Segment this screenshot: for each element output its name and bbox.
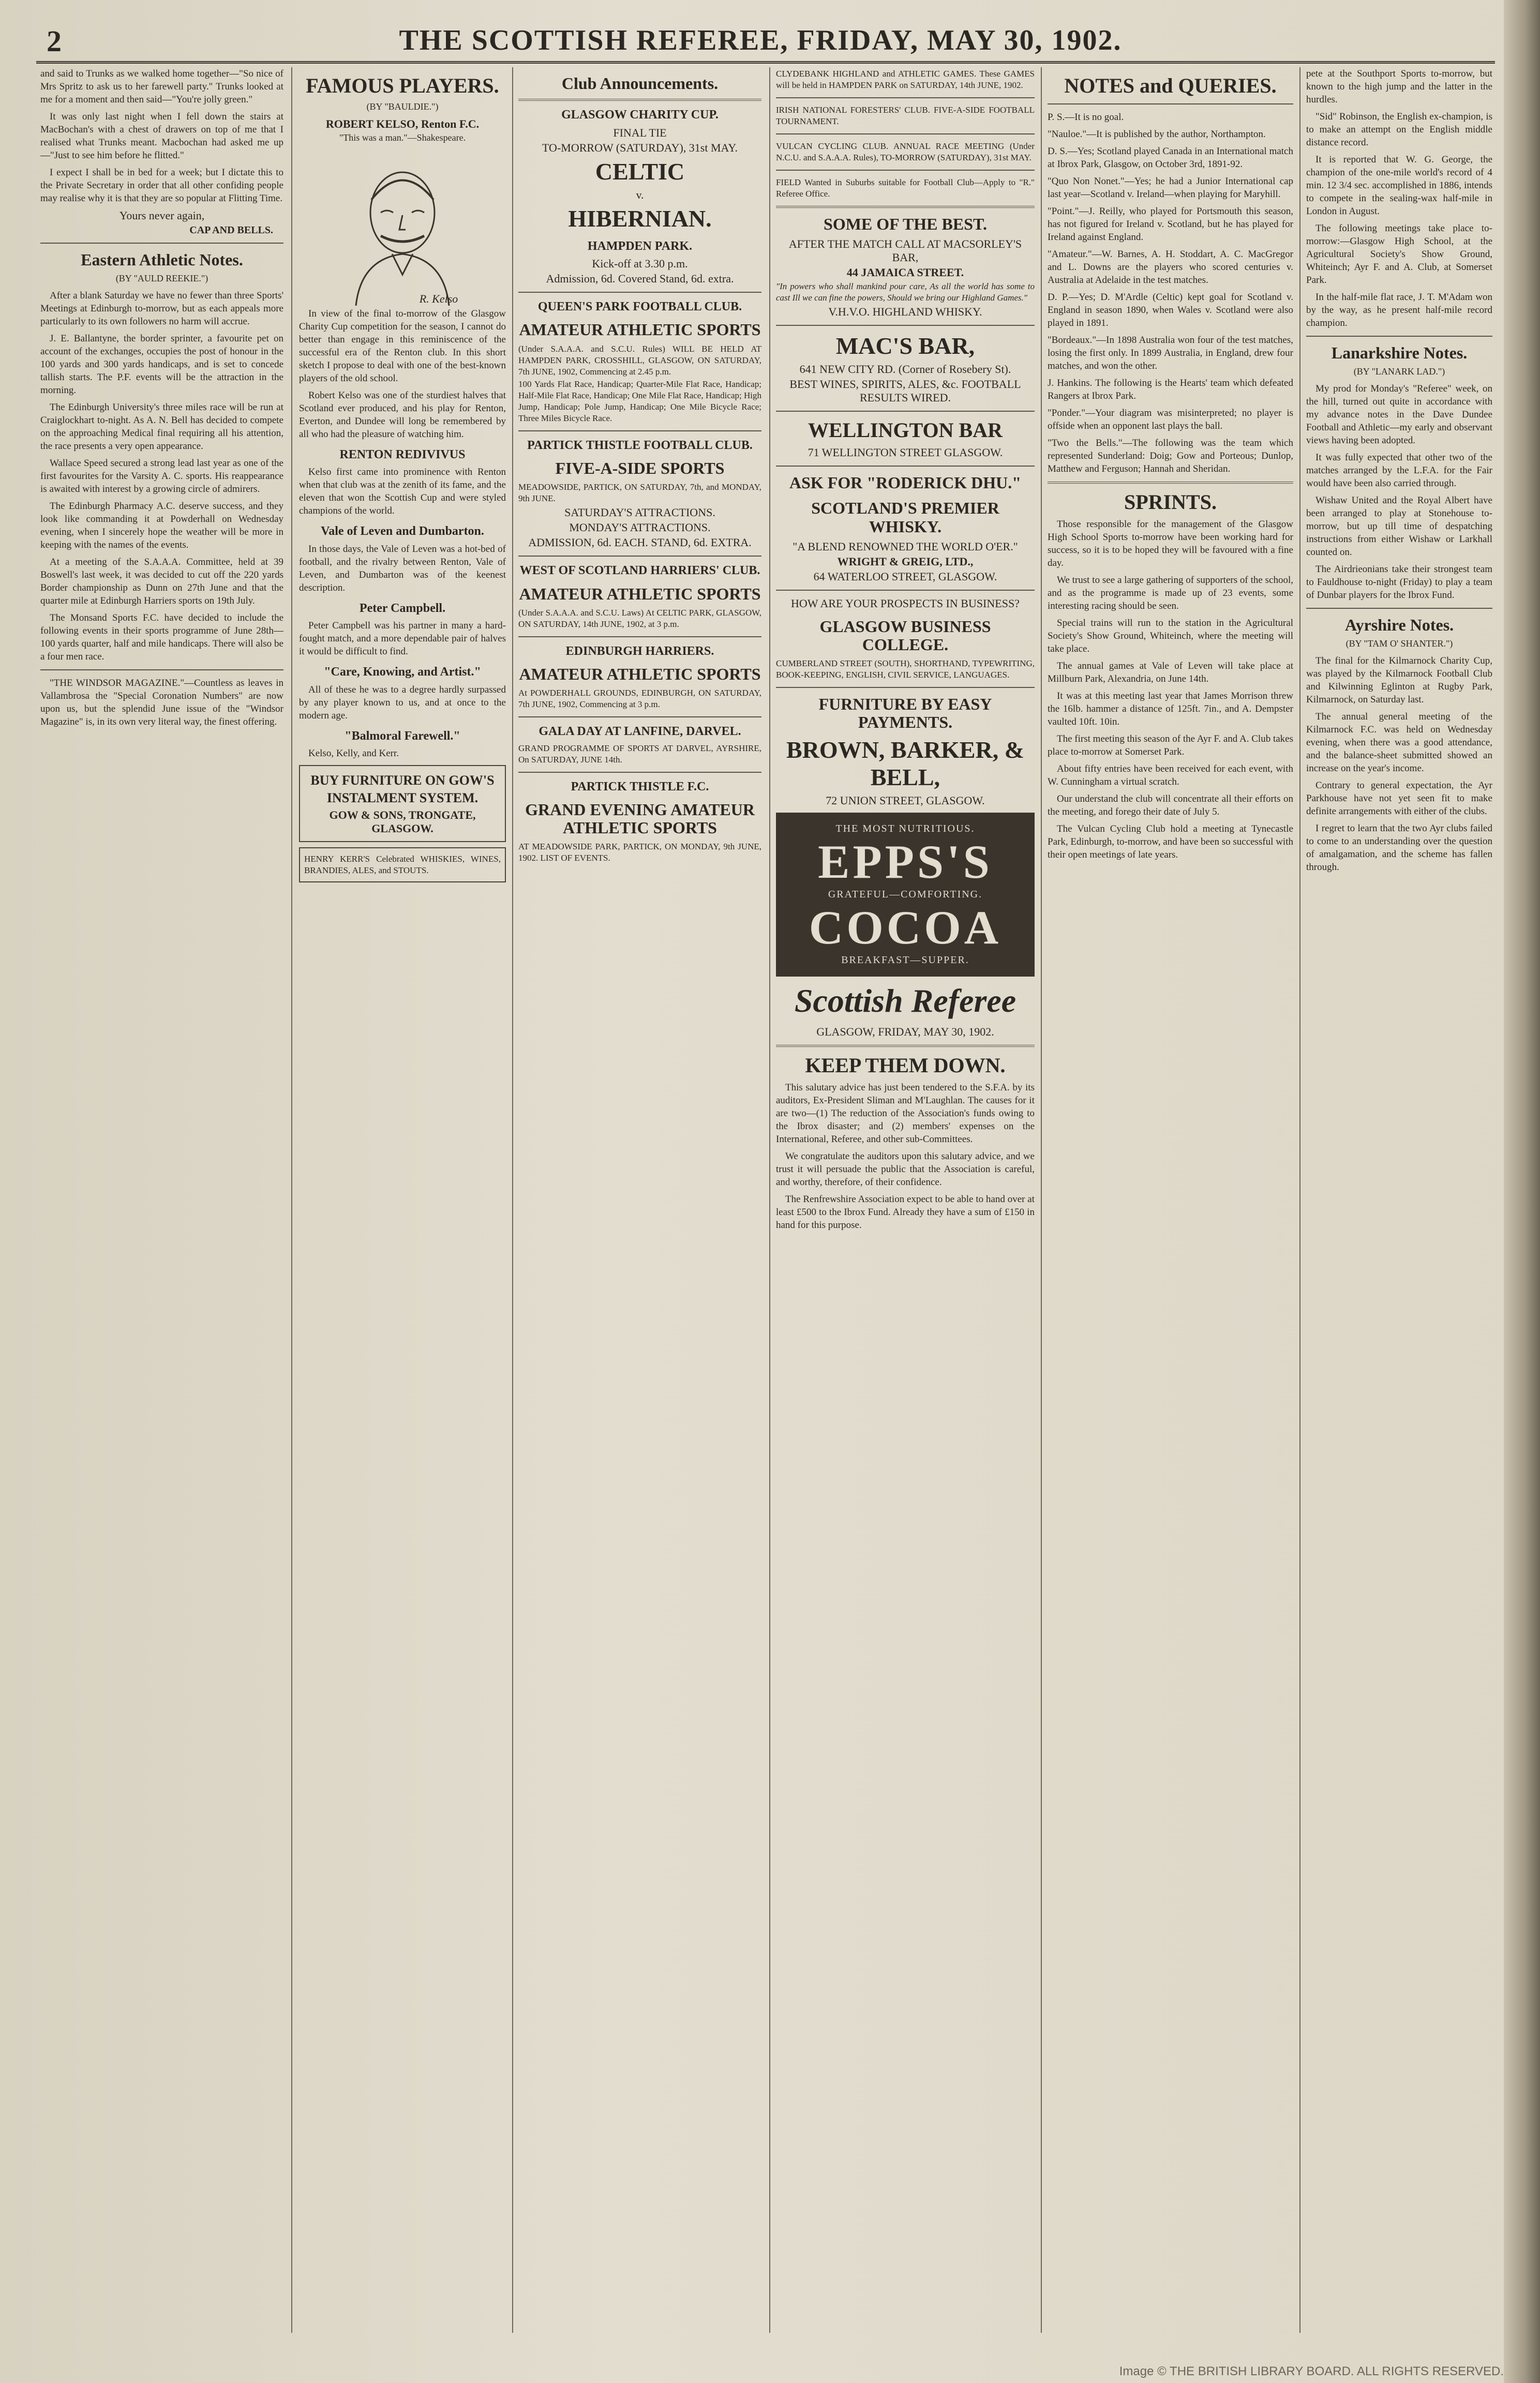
- notice-text: IRISH NATIONAL FORESTERS' CLUB. FIVE-A-SIDE FOOTBALL TOURNAMENT.: [776, 105, 1035, 126]
- article-text: Special trains will run to the station in the Agricultural Society's Show Ground, Whiteinch, where the meeting will take place.: [1048, 618, 1293, 654]
- section-heading: Club Announcements.: [561, 74, 719, 93]
- advert-text: BUY FURNITURE ON GOW'S INSTALMENT SYSTEM.: [310, 772, 495, 805]
- article-text: I regret to learn that the two Ayr clubs failed to come to an understanding over the question of amalgamation, and the scheme has fallen through.: [1306, 823, 1492, 873]
- masthead-rule: [36, 61, 1495, 64]
- article-text: We trust to see a large gathering of supporters of the school, and as the programme is made up of 23 events, some interesting racing should be seen.: [1048, 575, 1293, 611]
- advert-title: EPPS'S: [818, 835, 993, 888]
- article-text: Wishaw United and the Royal Albert have been arranged to play at Stonehouse to-morrow, but up till time of despatching instructions from either Wishaw or Larkhall counted on.: [1306, 495, 1492, 558]
- section-rule: [40, 243, 283, 244]
- column-5: [1048, 67, 1293, 2333]
- advert-line: GRATEFUL—COMFORTING.: [828, 888, 983, 900]
- team-name: CELTIC: [595, 158, 685, 185]
- column-rule: [1299, 67, 1300, 2333]
- column-rule: [512, 67, 513, 2333]
- article-text: Kelso, Kelly, and Kerr.: [308, 747, 399, 759]
- signoff: Yours never again,: [119, 209, 205, 222]
- advert-line: HOW ARE YOUR PROSPECTS IN BUSINESS?: [791, 596, 1020, 610]
- query-item: "Amateur."—W. Barnes, A. H. Stoddart, A. C. MacGregor and L. Downs are the players who scored centuries v. Australia at Adelaide in the test matches.: [1048, 249, 1293, 286]
- article-text: In those days, the Vale of Leven was a hot-bed of football, and the rivalry between Renton, Vale of Leven, and Dumbarton was of the keenest description.: [299, 543, 506, 593]
- article-text: The Vulcan Cycling Club hold a meeting at Tynecastle Park, Edinburgh, to-morrow, and have been so successful with their open meetings of late years.: [1048, 823, 1293, 860]
- advert-text: "In powers who shall mankind pour care, As all the world has some to cast Ill we can fine the powers, Should we bring our Highland Games.": [776, 281, 1035, 303]
- section-rule: [1048, 482, 1293, 484]
- article-text: At a meeting of the S.A.A.A. Committee, held at 39 Boswell's last week, it was decided to cut off the 220 yards Border championship as Dunn on 27th June and that the quarter mile at Edinburgh Harriers sports on 19th July.: [40, 557, 283, 607]
- section-rule: [518, 430, 761, 431]
- notice-text: FIELD Wanted in Suburbs suitable for Football Club—Apply to "R." Referee Office.: [776, 177, 1035, 199]
- query-item: "Ponder."—Your diagram was misinterpreted; no player is offside when an opponent last plays the ball.: [1048, 408, 1293, 431]
- advert-title: GLASGOW BUSINESS COLLEGE.: [819, 617, 991, 654]
- advert-title: BROWN, BARKER, & BELL,: [786, 736, 1025, 790]
- notice-line: TO-MORROW (SATURDAY), 31st MAY.: [542, 141, 738, 154]
- article-text: We congratulate the auditors upon this salutary advice, and we trust it will persuade the public that the Association is careful, and worthy, therefore, of their confidence.: [776, 1150, 1035, 1188]
- advert-line: THE MOST NUTRITIOUS.: [835, 822, 975, 834]
- article-text: It was fully expected that other two of the matches arranged by the L.F.A. for the Fair would have been also carried through.: [1306, 452, 1492, 489]
- section-rule: [776, 466, 1035, 467]
- masthead-title: THE SCOTTISH REFEREE, FRIDAY, MAY 30, 1902.: [399, 24, 1122, 56]
- page-number: 2: [47, 24, 62, 58]
- section-heading: Eastern Athletic Notes.: [81, 250, 243, 269]
- advert-line: BEST WINES, SPIRITS, ALES, &c. FOOTBALL RESULTS WIRED.: [789, 378, 1021, 404]
- byline: (BY "AULD REEKIE."): [115, 273, 208, 284]
- article-text: The Renfrewshire Association expect to be able to hand over at least £500 to the Ibrox Fund. Already they have a sum of £150 in hand for this purpose.: [776, 1193, 1035, 1231]
- article-text: The annual general meeting of the Kilmarnock F.C. was held on Wednesday evening, when there was a good attendance, and the balance-sheet submitted showed an increase on the year's income.: [1306, 711, 1492, 774]
- article-text: Our understand the club will concentrate all their efforts on the meeting, and forego their date of July 5.: [1048, 793, 1293, 817]
- article-text: In the half-mile flat race, J. T. M'Adam won by the way, as he present half-mile record champion.: [1306, 292, 1492, 328]
- article-text: The annual games at Vale of Leven will take place at Millburn Park, Alexandria, on June 14th.: [1048, 661, 1293, 684]
- notice-text: GRAND PROGRAMME OF SPORTS AT DARVEL, AYRSHIRE, On SATURDAY, JUNE 14th.: [518, 743, 761, 765]
- section-rule: [776, 170, 1035, 171]
- article-text: It was only last night when I fell down the stairs at MacBochan's with a chest of drawers on top of me that I realised what Trunks meant. Macbochan had asked me up—"Just to see him before he flitted.": [40, 111, 283, 161]
- notice-heading: PARTICK THISTLE FOOTBALL CLUB.: [527, 438, 753, 452]
- advert-line: 71 WELLINGTON STREET GLASGOW.: [808, 446, 1003, 459]
- notice-title: GRAND EVENING AMATEUR ATHLETIC SPORTS: [525, 800, 755, 837]
- article-text: It is reported that W. G. George, the champion of the one-mile world's record of 4 min. 12 3/4 sec. accomplished in 1886, intends to compete in the sealing-wax half-mile in London in August.: [1306, 154, 1492, 217]
- notice-text: At POWDERHALL GROUNDS, EDINBURGH, ON SATURDAY, 7th JUNE, 1902, Commencing at 3 p.m.: [518, 688, 761, 710]
- leader-heading: KEEP THEM DOWN.: [805, 1053, 1006, 1077]
- notice-heading: WEST OF SCOTLAND HARRIERS' CLUB.: [519, 564, 760, 578]
- article-text: J. E. Ballantyne, the border sprinter, a favourite pet on account of the exchanges, occupies the post of honour in the 100 yards and 300 yards handicaps, and is set to concede tallish starts. The P.F. events will be the attraction in the morning.: [40, 333, 283, 396]
- article-text: The first meeting this season of the Ayr F. and A. Club takes place to-morrow at Somerset Park.: [1048, 733, 1293, 757]
- advert-title: WELLINGTON BAR: [808, 418, 1003, 442]
- subheading: "Balmoral Farewell.": [345, 729, 460, 743]
- portrait-signature: R. Kelso: [419, 292, 458, 305]
- advert-line: 44 JAMAICA STREET.: [846, 266, 964, 279]
- notice-line: Admission, 6d. Covered Stand, 6d. extra.: [546, 272, 734, 285]
- article-text: "THE WINDSOR MAGAZINE."—Countless as leaves in Vallambrosa the "Special Coronation Numbers" are now upon us, but the splendid June issue of the "Windsor Magazine" is, in its own very literal way, the finest offering.: [40, 678, 283, 728]
- copyright-notice: Image © THE BRITISH LIBRARY BOARD. ALL RIGHTS RESERVED.: [1119, 2364, 1504, 2378]
- newspaper-logo: Scottish Referee: [794, 982, 1016, 1019]
- notice-text: VULCAN CYCLING CLUB. ANNUAL RACE MEETING (Under N.C.U. and S.A.A.A. Rules), TO-MORROW (SATURDAY), 31st MAY.: [776, 141, 1035, 162]
- advert-line: WRIGHT & GREIG, LTD.,: [837, 554, 974, 568]
- query-item: "Point."—J. Reilly, who played for Portsmouth this season, has not figured for Ireland v. Scotland, but he has played for Ireland against England.: [1048, 206, 1293, 243]
- section-rule: [776, 411, 1035, 412]
- column-rule: [1041, 67, 1042, 2333]
- notice-text: (Under S.A.A.A. and S.C.U. Laws) At CELTIC PARK, GLASGOW, ON SATURDAY, 14th JUNE, 1902, at 3 p.m.: [518, 607, 761, 629]
- article-text: Those responsible for the management of the Glasgow High School Sports to-morrow have been working hard for success, so it is to be hoped they will be favoured with a fine day.: [1048, 519, 1293, 568]
- byline: (BY "TAM O' SHANTER."): [1345, 638, 1453, 649]
- section-rule: [1306, 336, 1492, 337]
- article-text: After a blank Saturday we have no fewer than three Sports' Meetings at Edinburgh to-morrow, but as each appeals more particularly to its own followers no harm will accrue.: [40, 290, 283, 327]
- advert-line: BREAKFAST—SUPPER.: [841, 954, 969, 966]
- advert-title: MAC'S BAR,: [835, 333, 975, 359]
- advert-line: "A BLEND RENOWNED THE WORLD O'ER.": [793, 539, 1018, 553]
- advert-text: CUMBERLAND STREET (SOUTH), SHORTHAND, TYPEWRITING, BOOK-KEEPING, ENGLISH, CIVIL SERVICE, LANGUAGES.: [776, 658, 1035, 680]
- notice-venue: HAMPDEN PARK.: [587, 239, 693, 253]
- notice-line: SATURDAY'S ATTRACTIONS.: [564, 506, 715, 519]
- advert-line: V.H.V.O. HIGHLAND WHISKY.: [828, 305, 982, 319]
- article-text: This salutary advice has just been tendered to the S.F.A. by its auditors, Ex-President Sliman and M'Laughlan. The causes for it are two—(1) The reduction of the Association's funds owing to the Ibrox disaster; and (2) members' expenses on the International, Referee, and other sub-Committees.: [776, 1082, 1035, 1145]
- advert-title: ASK FOR "RODERICK DHU.": [789, 473, 1021, 492]
- article-text: The Edinburgh Pharmacy A.C. deserve success, and they look like commanding it at Powderhall on Wednesday evening, when I sincerely hope the weather will be more in keeping with the names of the events.: [40, 501, 283, 551]
- section-heading: Lanarkshire Notes.: [1331, 343, 1468, 362]
- column-3: [518, 67, 761, 2333]
- advert-epps-cocoa: [776, 813, 1035, 977]
- query-item: J. Hankins. The following is the Hearts' team which defeated Rangers at Ibrox Park.: [1048, 378, 1293, 401]
- portrait-illustration: [320, 151, 485, 306]
- section-rule: [776, 325, 1035, 326]
- article-text: Peter Campbell was his partner in many a hard-fought match, and a more dependable pair of halves it would be difficult to find.: [299, 620, 506, 657]
- article-text: The Airdrieonians take their strongest team to Fauldhouse to-night (Friday) to play a team of Dunbar players for the Ibrox Fund.: [1306, 564, 1492, 601]
- section-rule: [776, 133, 1035, 134]
- article-text: The Monsand Sports F.C. have decided to include the following events in their sports programme of June 28th—100 yards quarter, half and mile handicaps. There will also be a four men race.: [40, 612, 283, 663]
- advert-line: 72 UNION STREET, GLASGOW.: [826, 793, 985, 807]
- query-item: "Quo Non Nonet."—Yes; he had a Junior International cap last year—Scotland v. Ireland—when playing for Maryhill.: [1048, 176, 1293, 200]
- notice-title: AMATEUR ATHLETIC SPORTS: [519, 584, 761, 603]
- section-rule: [40, 669, 283, 670]
- notice-line: Kick-off at 3.30 p.m.: [592, 257, 688, 270]
- advert-line: 641 NEW CITY RD. (Corner of Rosebery St).: [799, 363, 1011, 376]
- page-edge-shadow: [1504, 0, 1540, 2383]
- masthead: [36, 21, 1485, 62]
- notice-line: MONDAY'S ATTRACTIONS.: [569, 521, 711, 534]
- section-heading: NOTES and QUERIES.: [1064, 74, 1277, 97]
- section-rule: [1306, 608, 1492, 609]
- article-text: I expect I shall be in bed for a week; but I dictate this to the Private Secretary in order that all other confiding people may realise why it is that they are so popular at Flitting Time.: [40, 167, 283, 204]
- subject-name: ROBERT KELSO, Renton F.C.: [325, 117, 480, 130]
- notice-text: (Under S.A.A.A. and S.C.U. Rules) WILL BE HELD AT HAMPDEN PARK, CROSSHILL, GLASGOW, ON SATURDAY, 7th JUNE, 1902, Commencing at 2.45 p.m.: [518, 343, 761, 377]
- section-rule: [518, 716, 761, 717]
- article-text: "Sid" Robinson, the English ex-champion, is to make an attempt on the English middle distance record.: [1306, 111, 1492, 148]
- subheading: Peter Campbell.: [359, 601, 446, 615]
- article-text: The Edinburgh University's three miles race will be run at Craiglockhart to-night. As A. N. Bell has decided to compete on the approaching Medical final requiring all his attention, the race presents a very open appearance.: [40, 402, 283, 452]
- query-item: "Bordeaux."—In 1898 Australia won four of the test matches, losing the first only. In 1899 Australia, in England, drew four matches, and won the other.: [1048, 335, 1293, 371]
- notice-heading: QUEEN'S PARK FOOTBALL CLUB.: [537, 299, 742, 313]
- section-heading: SPRINTS.: [1124, 490, 1217, 514]
- query-item: "Two the Bells."—The following was the team which represented Sunderland: Doig; Gow and Porteous; Dunlop, Matthew and Ferguson; Hannah and Sheridan.: [1048, 438, 1293, 474]
- article-text: My prod for Monday's "Referee" week, on the hill, turned out quite in accordance with my advance notes in the Dave Dundee Football and Athletic—my early and observant views having been adopted.: [1306, 383, 1492, 446]
- advert-kerr: [299, 847, 506, 882]
- article-text: It was at this meeting last year that James Morrison threw the 16lb. hammer a distance of 125ft. 7in., and A. Dempster vaulted 10ft. 10in.: [1048, 691, 1293, 727]
- section-rule: [776, 590, 1035, 591]
- advert-title: FURNITURE BY EASY PAYMENTS.: [818, 695, 992, 732]
- section-rule: [518, 292, 761, 293]
- signature: CAP AND BELLS.: [189, 224, 273, 236]
- section-heading: FAMOUS PLAYERS.: [306, 74, 499, 97]
- dateline: GLASGOW, FRIDAY, MAY 30, 1902.: [816, 1025, 994, 1038]
- section-rule: [518, 556, 761, 557]
- section-rule: [776, 687, 1035, 688]
- advert-text: GOW & SONS, TRONGATE, GLASGOW.: [329, 808, 476, 835]
- notice-text: AT MEADOWSIDE PARK, PARTICK, ON MONDAY, 9th JUNE, 1902. LIST OF EVENTS.: [518, 842, 761, 863]
- article-text: In view of the final to-morrow of the Glasgow Charity Cup competition for the season, I cannot do better than engage in this reminiscence of the successful era of the Renton club. In this short sketch I propose to deal with one of the best-known players of the old school.: [299, 308, 506, 384]
- section-rule: [1048, 103, 1293, 104]
- section-heading: SOME OF THE BEST.: [824, 215, 987, 233]
- notice-title: AMATEUR ATHLETIC SPORTS: [519, 665, 761, 684]
- section-rule: [776, 206, 1035, 208]
- column-1: [40, 67, 283, 2333]
- article-text: Wallace Speed secured a strong lead last year as one of the first favourites for the Varsity A. C. sports. His reappearance is awaited with interest by a growing circle of admirers.: [40, 458, 283, 495]
- byline: (BY "BAULDIE."): [366, 101, 439, 112]
- advert-text: HENRY KERR'S Celebrated WHISKIES, WINES, BRANDIES, ALES, and STOUTS.: [304, 853, 501, 875]
- section-rule: [518, 772, 761, 773]
- team-name: HIBERNIAN.: [568, 205, 712, 232]
- notice-title: FIVE-A-SIDE SPORTS: [555, 458, 725, 477]
- article-text: Robert Kelso was one of the sturdiest halves that Scotland ever produced, and his play for Renton, Everton, and Dundee will long be remembered by all who had the pleasure of watching him.: [299, 390, 506, 440]
- notice-heading: PARTICK THISTLE F.C.: [571, 780, 709, 793]
- epigraph: "This was a man."—Shakespeare.: [339, 132, 466, 143]
- notice-text: 100 Yards Flat Race, Handicap; Quarter-Mile Flat Race, Handicap; Half-Mile Flat Race, Handicap; One Mile Flat Race, Handicap; High Jump, Handicap; Pole Jump, Handicap; One Mile Bicycle Race; Three Miles Bicycle Race.: [518, 379, 761, 423]
- query-item: D. S.—Yes; Scotland played Canada in an International match at Ibrox Park, Glasgow, on October 3rd, 1891-92.: [1048, 146, 1293, 170]
- notice-line: ADMISSION, 6d. EACH. STAND, 6d. EXTRA.: [528, 536, 752, 549]
- query-item: "Nauloe."—It is published by the author, Northampton.: [1048, 129, 1266, 140]
- advert-line: AFTER THE MATCH CALL AT MACSORLEY'S BAR,: [788, 237, 1022, 264]
- column-rule: [769, 67, 770, 2333]
- notice-heading: GALA DAY AT LANFINE, DARVEL.: [539, 725, 741, 739]
- article-text: Contrary to general expectation, the Ayr Parkhouse have not yet seen fit to make definite arrangements with either of the clubs.: [1306, 780, 1492, 817]
- notice-text: MEADOWSIDE, PARTICK, ON SATURDAY, 7th, and MONDAY, 9th JUNE.: [518, 482, 761, 504]
- section-rule: [518, 636, 761, 637]
- subheading: Vale of Leven and Dumbarton.: [321, 524, 484, 538]
- subheading: RENTON REDIVIVUS: [339, 448, 466, 461]
- column-4: [776, 67, 1035, 2333]
- article-text: pete at the Southport Sports to-morrow, but known to the high jump and the latter in the hurdles.: [1306, 68, 1492, 105]
- column-rule: [291, 67, 292, 2333]
- column-2: [299, 67, 506, 2333]
- article-text: The final for the Kilmarnock Charity Cup, was played by the Kilmarnock Football Club and Kilwinning Eglinton at Rugby Park, Kilmarnock, on Saturday last.: [1306, 655, 1492, 706]
- notice-line: v.: [636, 188, 644, 201]
- notice-text: CLYDEBANK HIGHLAND and ATHLETIC GAMES. These GAMES will be held in HAMPDEN PARK on SATURDAY, 14th JUNE, 1902.: [776, 69, 1035, 90]
- article-text: Kelso first came into prominence with Renton when that club was at the zenith of its fame, and the eleven that won the Scottish Cup and were styled champions of the world.: [299, 467, 506, 517]
- advert-line: 64 WATERLOO STREET, GLASGOW.: [813, 569, 997, 583]
- byline: (BY "LANARK LAD."): [1353, 366, 1445, 377]
- query-item: D. P.—Yes; D. M'Ardle (Celtic) kept goal for Scotland v. England in season 1890, when Wales v. Scotland were also played in 1891.: [1048, 292, 1293, 328]
- section-rule: [518, 99, 761, 101]
- notice-heading: GLASGOW CHARITY CUP.: [561, 108, 719, 122]
- advert-title: SCOTLAND'S PREMIER WHISKY.: [811, 499, 999, 536]
- section-rule: [776, 1045, 1035, 1047]
- article-text: The following meetings take place to-morrow:—Glasgow High School, at the Agricultural Society's Show Ground, Whiteinch; Ayr F. and A. Club, at Somerset Park.: [1306, 223, 1492, 286]
- article-text: All of these he was to a degree hardly surpassed by any player known to us, and at once to the modern age.: [299, 684, 506, 721]
- section-rule: [776, 97, 1035, 98]
- section-heading: Ayrshire Notes.: [1344, 616, 1454, 635]
- advert-gow: [299, 765, 506, 842]
- query-item: P. S.—It is no goal.: [1048, 112, 1124, 123]
- subheading: "Care, Knowing, and Artist.": [324, 665, 481, 679]
- article-text: About fifty entries have been received for each event, with W. Cunningham a virtual scratch.: [1048, 763, 1293, 787]
- column-6: [1306, 67, 1492, 2333]
- notice-heading: EDINBURGH HARRIERS.: [565, 644, 714, 658]
- notice-title: AMATEUR ATHLETIC SPORTS: [519, 320, 761, 339]
- notice-line: FINAL TIE: [613, 126, 667, 139]
- advert-title: COCOA: [809, 901, 1002, 954]
- article-text: and said to Trunks as we walked home together—"So nice of Mrs Spritz to ask us to her farewell party." Trunks looked at me for a moment and then said—"You're jolly green.": [40, 68, 283, 105]
